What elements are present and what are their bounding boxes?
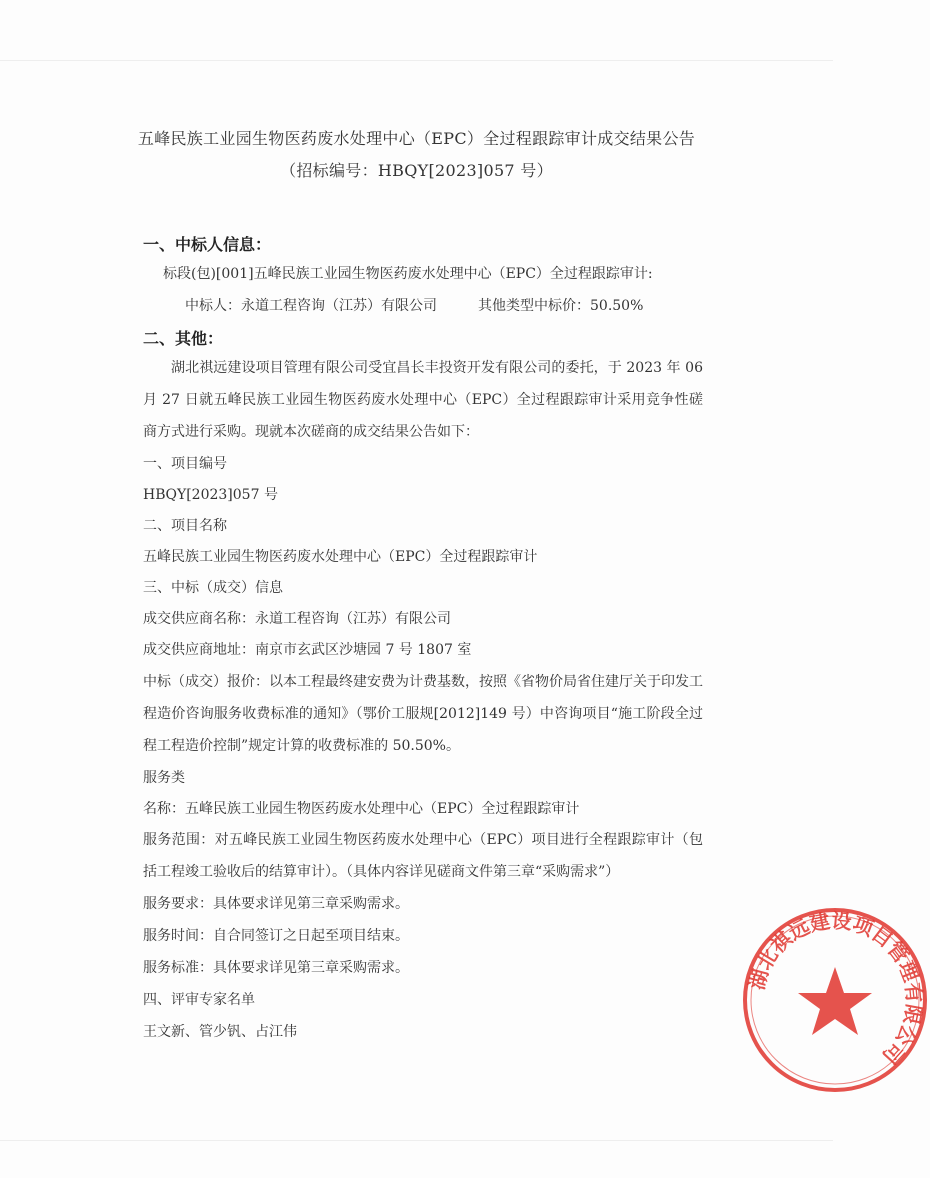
document-title: 五峰民族工业园生物医药废水处理中心（EPC）全过程跟踪审计成交结果公告 (137, 129, 696, 148)
service-standard: 服务标准：具体要求详见第三章采购需求。 (143, 960, 409, 976)
service-type: 服务类 (143, 770, 185, 786)
service-time: 服务时间：自合同签订之日起至项目结束。 (143, 928, 409, 944)
star-icon (798, 967, 872, 1035)
supplier-address: 成交供应商地址：南京市玄武区沙塘园 7 号 1807 室 (143, 642, 472, 658)
item-title-experts: 四、评审专家名单 (143, 992, 255, 1008)
winner-name: 中标人：永道工程咨询（江苏）有限公司 (185, 298, 437, 314)
service-requirements: 服务要求：具体要求详见第三章采购需求。 (143, 896, 409, 912)
scan-line (0, 1140, 833, 1141)
expert-list: 王文新、管少钒、占江伟 (143, 1024, 297, 1040)
lot-line: 标段(包)[001]五峰民族工业园生物医药废水处理中心（EPC）全过程跟踪审计: (163, 266, 653, 282)
project-name: 五峰民族工业园生物医药废水处理中心（EPC）全过程跟踪审计 (143, 549, 538, 565)
award-quote: 中标（成交）报价：以本工程最终建安费为计费基数，按照《省物价局省住建厅关于印发工程造价咨询服务收费标准的通知》（鄂价工服规[2012]149 号）中咨询项目“施工阶段全过程工程造价控制”规定计算的收费标准的 50.50%。 (143, 674, 703, 754)
service-scope: 服务范围：对五峰民族工业园生物医药废水处理中心（EPC）项目进行全程跟踪审计（包括工程竣工验收后的结算审计）。（具体内容详见磋商文件第三章“采购需求”） (143, 832, 703, 880)
company-seal (740, 905, 930, 1095)
section-heading-other: 二、其他： (143, 329, 224, 348)
seal-text: 湖北祺远建设项目管理有限公司 (744, 908, 927, 1069)
supplier-name: 成交供应商名称：永道工程咨询（江苏）有限公司 (143, 611, 451, 627)
project-number: HBQY[2023]057 号 (143, 487, 278, 503)
item-title-award-info: 三、中标（成交）信息 (143, 580, 283, 596)
intro-paragraph: 湖北祺远建设项目管理有限公司受宜昌长丰投资开发有限公司的委托，于 2023 年 06 月 27 日就五峰民族工业园生物医药废水处理中心（EPC）全过程跟踪审计采用竞争性磋商方式进行采购。现就本次磋商的成交结果公告如下： (143, 360, 703, 440)
section-heading-winner: 一、中标人信息： (143, 235, 272, 254)
item-title-project-number: 一、项目编号 (143, 456, 227, 472)
tender-number: （招标编号：HBQY[2023]057 号） (280, 161, 553, 180)
winner-price: 其他类型中标价：50.50% (478, 298, 644, 314)
scan-line (0, 60, 833, 61)
item-title-project-name: 二、项目名称 (143, 518, 227, 534)
service-name: 名称：五峰民族工业园生物医药废水处理中心（EPC）全过程跟踪审计 (143, 801, 580, 817)
